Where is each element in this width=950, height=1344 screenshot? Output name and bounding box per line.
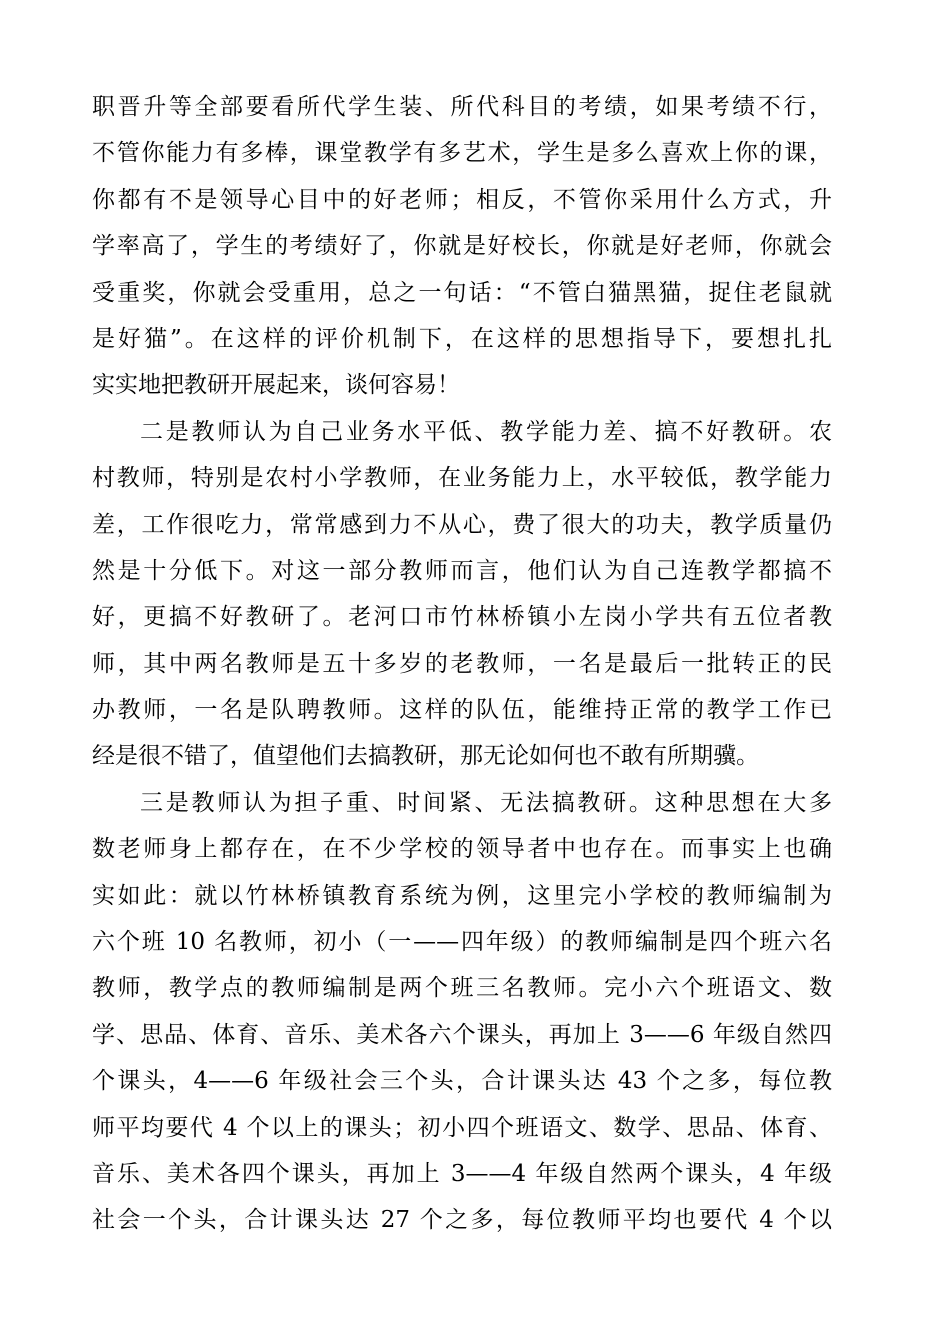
text-line: 六个班 10 名教师，初小（一——四年级）的教师编制是四个班六名 — [92, 929, 832, 956]
text-line: 不管你能力有多棒，课堂教学有多艺术，学生是多么喜欢上你的课， — [92, 140, 832, 167]
text-line: 经是很不错了，值望他们去搞教研，那无论如何也不敢有所期骥。 — [92, 743, 759, 770]
text-line: 三是教师认为担子重、时间紧、无法搞教研。这种思想在大多 — [140, 789, 832, 816]
text-line: 师，其中两名教师是五十多岁的老教师，一名是最后一批转正的民 — [92, 650, 832, 677]
text-line: 差，工作很吃力，常常感到力不从心，费了很大的功夫，教学质量仍 — [92, 511, 832, 538]
text-line: 教师，教学点的教师编制是两个班三名教师。完小六个班语文、数 — [92, 975, 832, 1002]
text-line: 学率高了，学生的考绩好了，你就是好校长，你就是好老师，你就会 — [92, 233, 832, 260]
text-line: 师平均要代 4 个以上的课头；初小四个班语文、数学、思品、体育、 — [92, 1114, 832, 1141]
text-line: 学、思品、体育、音乐、美术各六个课头，再加上 3——6 年级自然四 — [92, 1021, 832, 1048]
text-line: 受重奖，你就会受重用，总之一句话：“不管白猫黑猫，捉住老鼠就 — [92, 279, 832, 306]
text-line: 职晋升等全部要看所代学生装、所代科目的考绩，如果考绩不行， — [92, 94, 832, 120]
text-line: 个课头，4——6 年级社会三个头，合计课头达 43 个之多，每位教 — [92, 1068, 832, 1095]
text-line: 是好猫”。在这样的评价机制下，在这样的思想指导下，要想扎扎 — [92, 325, 832, 352]
text-line: 然是十分低下。对这一部分教师而言，他们认为自己连教学都搞不 — [92, 557, 832, 584]
text-line: 村教师，特别是农村小学教师，在业务能力上，水平较低，教学能力 — [92, 465, 832, 492]
text-line: 办教师，一名是队聘教师。这样的队伍，能维持正常的教学工作已 — [92, 697, 832, 724]
text-line: 音乐、美术各四个课头，再加上 3——4 年级自然两个课头，4 年级 — [92, 1160, 832, 1187]
text-line: 实实地把教研开展起来，谈何容易！ — [92, 372, 460, 399]
text-line: 社会一个头，合计课头达 27 个之多，每位教师平均也要代 4 个以 — [92, 1207, 832, 1234]
text-line: 实如此：就以竹林桥镇教育系统为例，这里完小学校的教师编制为 — [92, 882, 832, 909]
text-line: 好，更搞不好教研了。老河口市竹林桥镇小左岗小学共有五位者教 — [92, 604, 832, 631]
text-line: 数老师身上都存在，在不少学校的领导者中也存在。而事实上也确 — [92, 836, 832, 863]
text-line: 二是教师认为自己业务水平低、教学能力差、搞不好教研。农 — [140, 418, 832, 445]
text-line: 你都有不是领导心目中的好老师；相反，不管你采用什么方式，升 — [92, 186, 832, 213]
document-body — [92, 84, 832, 1244]
